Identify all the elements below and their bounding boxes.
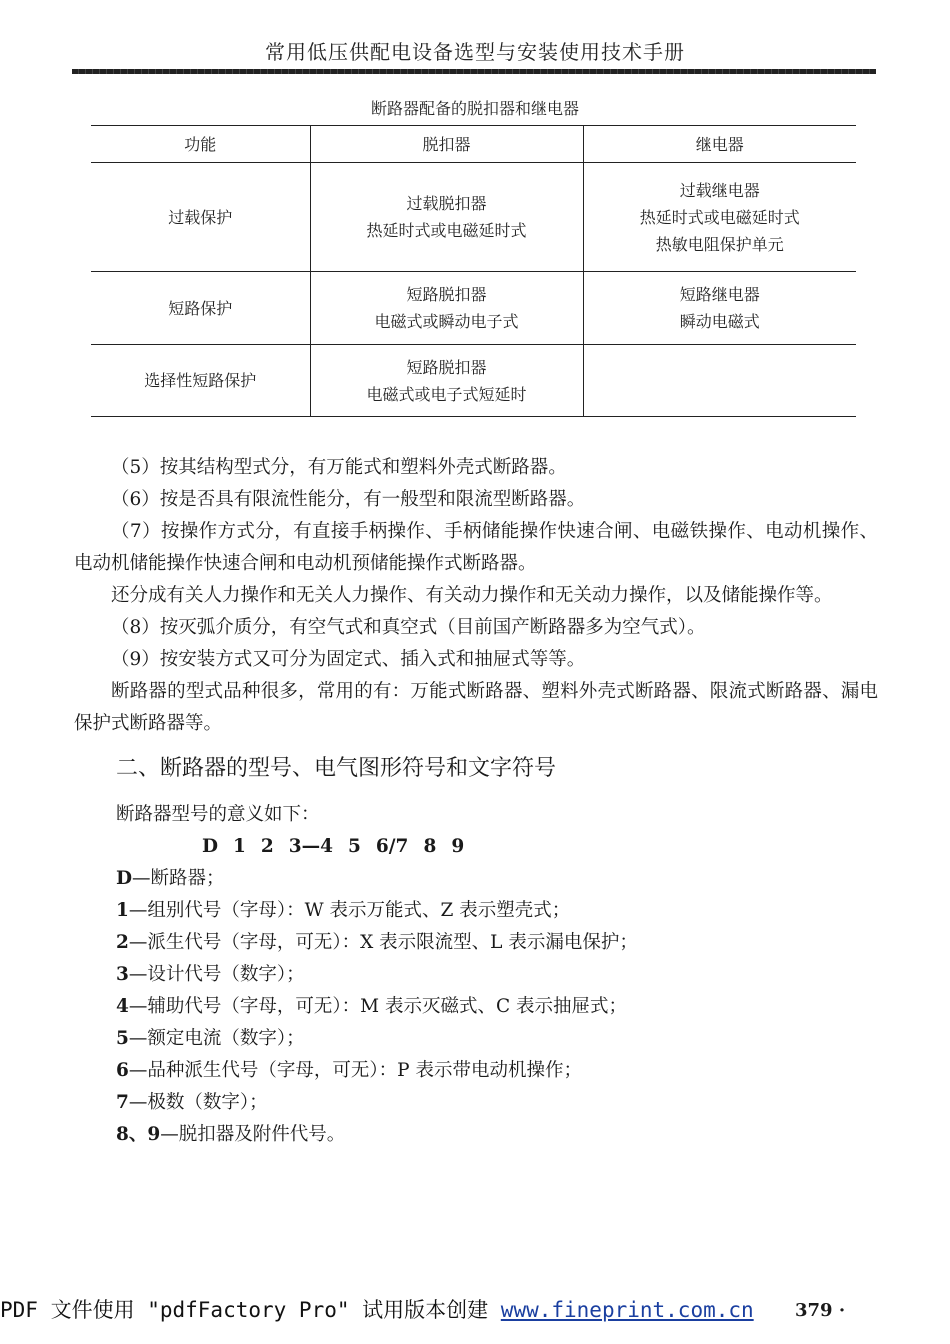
function-cell: 过载保护 xyxy=(168,207,233,227)
model-item xyxy=(74,1055,878,1087)
cell-line: 短路继电器 xyxy=(679,285,760,304)
table-caption: 断路器配备的脱扣器和继电器 xyxy=(370,99,579,118)
footer-link[interactable]: www.fineprint.com.cn xyxy=(500,1298,754,1322)
cell-line: 热延时式或电磁延时式 xyxy=(366,221,527,240)
release-cell xyxy=(310,163,583,272)
body-text xyxy=(74,452,878,1151)
model-item xyxy=(74,863,878,895)
item-text: —组别代号（字母）：W 表示万能式、Z 表示塑壳式； xyxy=(128,900,571,921)
table-row xyxy=(91,345,856,417)
item-text: —派生代号（字母，可无）：X 表示限流型、L 表示漏电保护； xyxy=(128,932,638,953)
cell-line: 热延时式或电磁延时式 xyxy=(639,207,800,227)
cell-line: 热敏电阻保护单元 xyxy=(655,234,784,254)
item-code: D xyxy=(116,868,133,889)
model-part: 1 xyxy=(233,836,246,857)
column-header-release: 脱扣器 xyxy=(310,126,583,163)
relay-cell xyxy=(583,272,856,345)
item-code: 3 xyxy=(116,964,129,985)
cell-line: 短路脱扣器 xyxy=(406,357,487,377)
item-text: —额定电流（数字）； xyxy=(128,1028,305,1049)
item-code: 5 xyxy=(116,1028,129,1049)
column-header-function: 功能 xyxy=(184,134,217,154)
cell-line: 过载继电器 xyxy=(679,180,760,200)
item-text: —脱扣器及附件代号。 xyxy=(160,1124,346,1145)
section-heading: 二、断路器的型号、电气图形符号和文字符号 xyxy=(116,756,557,781)
column-header-relay: 继电器 xyxy=(583,126,856,163)
model-item xyxy=(74,895,878,927)
model-part: D xyxy=(202,836,219,857)
paragraph: （9）按安装方式又可分为固定式、插入式和抽屉式等等。 xyxy=(111,649,586,670)
function-cell: 短路保护 xyxy=(168,298,233,318)
item-text: —辅助代号（字母，可无）：M 表示灭磁式、C 表示抽屉式； xyxy=(128,996,627,1017)
model-intro: 断路器型号的意义如下： xyxy=(116,804,320,825)
model-item xyxy=(74,991,878,1023)
model-part: 5 xyxy=(348,836,361,857)
cell-line: 电磁式或电子式短延时 xyxy=(366,384,527,404)
paragraph: 断路器的型式品种很多，常用的有：万能式断路器、塑料外壳式断路器、限流式断路器、漏电保护式断路器等。 xyxy=(74,681,878,734)
item-text: —极数（数字）； xyxy=(128,1092,268,1113)
page-number: 379 · xyxy=(795,1300,846,1321)
model-code-line xyxy=(74,831,878,863)
model-item xyxy=(74,1023,878,1055)
relay-cell-empty xyxy=(583,345,856,417)
model-item xyxy=(74,959,878,991)
item-text: —断路器； xyxy=(132,868,225,889)
model-item xyxy=(74,927,878,959)
cell-line: 过载脱扣器 xyxy=(406,194,487,213)
model-item xyxy=(74,1087,878,1119)
item-code: 7 xyxy=(116,1092,129,1113)
cell-line: 短路脱扣器 xyxy=(406,285,487,304)
model-part: 6/7 xyxy=(375,836,409,857)
release-cell xyxy=(310,272,583,345)
release-cell xyxy=(310,345,583,417)
function-cell: 选择性短路保护 xyxy=(144,371,257,390)
paragraph: 还分成有关人力操作和无关人力操作、有关动力操作和无关动力操作，以及储能操作等。 xyxy=(111,585,833,606)
item-code: 8、9 xyxy=(116,1124,161,1145)
paragraph: （6）按是否具有限流性能分，有一般型和限流型断路器。 xyxy=(111,489,586,510)
table-row xyxy=(91,272,856,345)
paragraph: （7）按操作方式分，有直接手柄操作、手柄储能操作快速合闸、电磁铁操作、电动机操作、电动机储能操作快速合闸和电动机预储能操作式断路器。 xyxy=(74,521,878,574)
relay-cell xyxy=(583,163,856,272)
release-relay-table xyxy=(91,125,856,417)
model-part: 2 xyxy=(260,836,274,857)
paragraph: （8）按灭弧介质分，有空气式和真空式（目前国产断路器多为空气式）。 xyxy=(111,617,706,638)
cell-line: 瞬动电磁式 xyxy=(679,312,760,331)
item-code: 6 xyxy=(116,1060,129,1081)
model-item xyxy=(74,1119,878,1151)
model-part: 8 xyxy=(423,836,437,857)
header-rule xyxy=(72,69,876,74)
item-text: —品种派生代号（字母，可无）：P 表示带电动机操作； xyxy=(128,1060,582,1081)
page-header-title: 常用低压供配电设备选型与安装使用技术手册 xyxy=(265,40,685,64)
item-code: 1 xyxy=(116,900,129,921)
item-code: 2 xyxy=(116,932,129,953)
table-row xyxy=(91,163,856,272)
paragraph: （5）按其结构型式分，有万能式和塑料外壳式断路器。 xyxy=(111,457,567,478)
table-header-row xyxy=(91,126,856,163)
item-code: 4 xyxy=(116,996,129,1017)
model-part: 3—4 xyxy=(288,836,334,857)
footer-text: PDF 文件使用 "pdfFactory Pro" 试用版本创建 xyxy=(0,1298,501,1322)
cell-line: 电磁式或瞬动电子式 xyxy=(374,312,519,331)
item-text: —设计代号（数字）； xyxy=(128,964,305,985)
model-part: 9 xyxy=(451,836,465,857)
